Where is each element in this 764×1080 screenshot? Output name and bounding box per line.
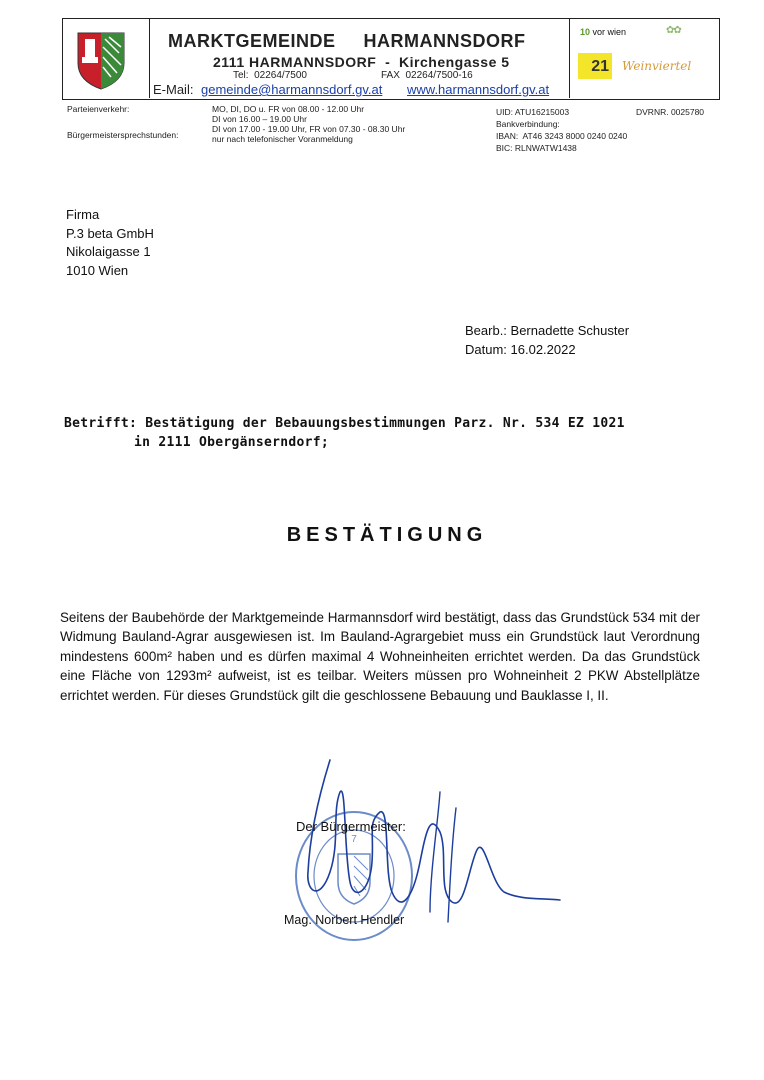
recipient-address (66, 206, 154, 280)
municipality-address: 2111 HARMANNSDORF - Kirchengasse 5 (213, 54, 510, 70)
clerk-name: Bearb.: Bernadette Schuster (465, 323, 630, 338)
grape-icon: ✿✿ (666, 25, 681, 36)
clerk-info (465, 322, 629, 359)
recipient-line: P.3 beta GmbH (66, 225, 154, 241)
recipient-line: Nikolaigasse 1 (66, 244, 151, 259)
website-link[interactable]: www.harmannsdorf.gv.at (407, 82, 550, 97)
fax-number: FAX 02264/7500-16 (381, 70, 473, 81)
bic: BIC: RLNWATW1438 (496, 143, 577, 153)
region-21-logo: 21 (578, 53, 612, 79)
body-paragraph: Seitens der Baubehörde der Marktgemeinde Harmannsdorf wird bestätigt, dass das Grundstück 534 mit der Widmung Bauland-Agrar ausgewiesen ist. Im Bauland-Agrargebiet muss ein Grundstück laut Verordnung mindestens 600m² haben und es dürfen maximal 4 Wohneinheiten errichtet werden. Da das Grundstück eine Fläche von 1293m² aufweist, ist es teilbar. Weiters müssen pro Wohneinheit 2 PKW Abstellplätze errichtet werden. Für dieses Grundstück gilt die geschlossene Bebauung und Bauklasse I, II. (60, 610, 700, 703)
municipality-name: MARKTGEMEINDE HARMANNSDORF (168, 31, 526, 51)
office-hours-label: Parteienverkehr: (67, 104, 130, 114)
hours-line: DI von 16.00 – 19.00 Uhr (212, 114, 307, 124)
phone-number: Tel: 02264/7500 (233, 70, 307, 81)
subject-line-1: Betrifft: Bestätigung der Bebauungsbestimmungen Parz. Nr. 534 EZ 1021 (64, 416, 625, 431)
subject-line (64, 414, 625, 452)
signatory-role: Der Bürgermeister: (296, 819, 406, 834)
partner-logos (569, 19, 720, 98)
iban: IBAN: AT46 3243 8000 0240 0240 (496, 131, 628, 141)
recipient-line: 1010 Wien (66, 262, 129, 278)
document-heading: BESTÄTIGUNG (286, 524, 488, 546)
recipient-line: Firma (66, 207, 100, 222)
mayor-hours-label: Bürgermeistersprechstunden: (67, 130, 179, 140)
document-date: Datum: 16.02.2022 (465, 341, 576, 357)
weinviertel-logo: Weinviertel (622, 59, 692, 73)
coat-of-arms-icon (63, 19, 149, 98)
crest-cell (63, 19, 150, 98)
subject-line-2: in 2111 Obergänserndorf; (134, 435, 330, 450)
hours-line: nur nach telefonischer Voranmeldung (212, 134, 353, 144)
dvr-number: DVRNR. 0025780 (636, 107, 705, 117)
letterhead (62, 18, 720, 100)
signatory-name: Mag. Norbert Hendler (284, 913, 405, 927)
bank-label: Bankverbindung: (496, 119, 560, 129)
10-vor-wien-logo: 10 vor wien (580, 27, 627, 37)
email-label: E-Mail: (153, 82, 194, 97)
hours-line: MO, DI, DO u. FR von 08.00 - 12.00 Uhr (212, 104, 365, 114)
seal-number: 7 (351, 834, 357, 845)
uid-number: UID: ATU16215003 (496, 107, 570, 117)
hours-list (212, 104, 405, 144)
email-link[interactable]: gemeinde@harmannsdorf.gv.at (201, 82, 383, 97)
hours-line: DI von 17.00 - 19.00 Uhr, FR von 07.30 - 08.30 Uhr (212, 124, 406, 134)
